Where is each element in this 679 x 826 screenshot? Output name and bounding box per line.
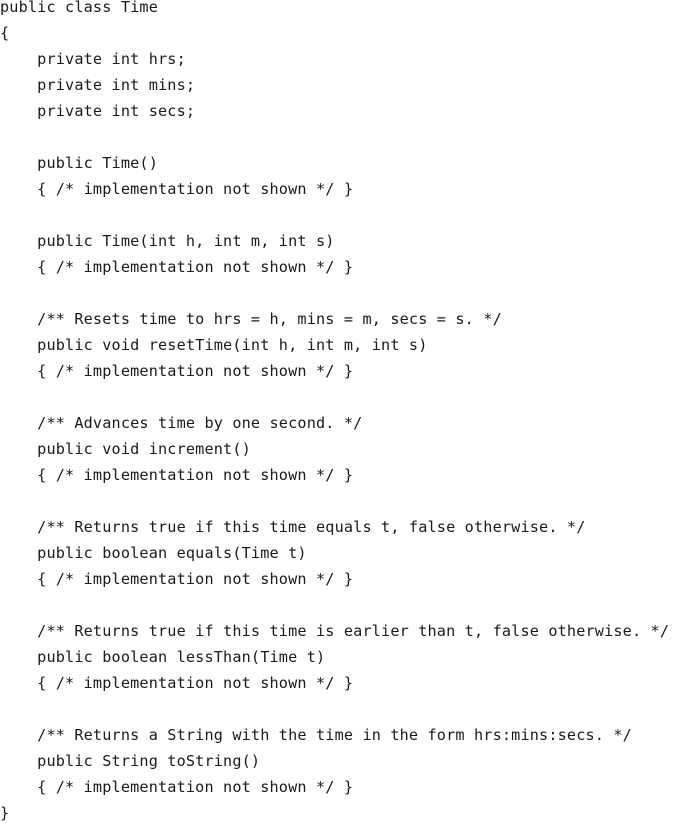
code-line-less-than-comment: /** Returns true if this time is earlier than t, false otherwise. */ [0,622,670,640]
code-line-to-string-method: public String toString() [0,752,261,770]
code-line-less-than-body: { /* implementation not shown */ } [0,674,354,692]
code-line-reset-body: { /* implementation not shown */ } [0,362,354,380]
code-line-reset-method: public void resetTime(int h, int m, int s) [0,336,428,354]
code-line-class-declaration: public class Time [0,0,158,16]
code-line-field-mins: private int mins; [0,76,196,94]
code-line-default-constructor: public Time() [0,154,158,172]
code-line-close-brace: } [0,804,10,822]
code-line-field-secs: private int secs; [0,102,196,120]
code-line-open-brace: { [0,24,10,42]
code-line-equals-comment: /** Returns true if this time equals t, false otherwise. */ [0,518,586,536]
code-line-increment-comment: /** Advances time by one second. */ [0,414,363,432]
code-line-default-constructor-body: { /* implementation not shown */ } [0,180,354,198]
code-line-param-constructor-body: { /* implementation not shown */ } [0,258,354,276]
code-line-increment-method: public void increment() [0,440,251,458]
code-line-field-hrs: private int hrs; [0,50,186,68]
code-line-increment-body: { /* implementation not shown */ } [0,466,354,484]
code-line-less-than-method: public boolean lessThan(Time t) [0,648,326,666]
code-line-equals-body: { /* implementation not shown */ } [0,570,354,588]
code-line-to-string-body: { /* implementation not shown */ } [0,778,354,796]
code-line-reset-comment: /** Resets time to hrs = h, mins = m, secs = s. */ [0,310,502,328]
code-line-equals-method: public boolean equals(Time t) [0,544,307,562]
code-line-param-constructor: public Time(int h, int m, int s) [0,232,335,250]
code-line-to-string-comment: /** Returns a String with the time in the form hrs:mins:secs. */ [0,726,632,744]
